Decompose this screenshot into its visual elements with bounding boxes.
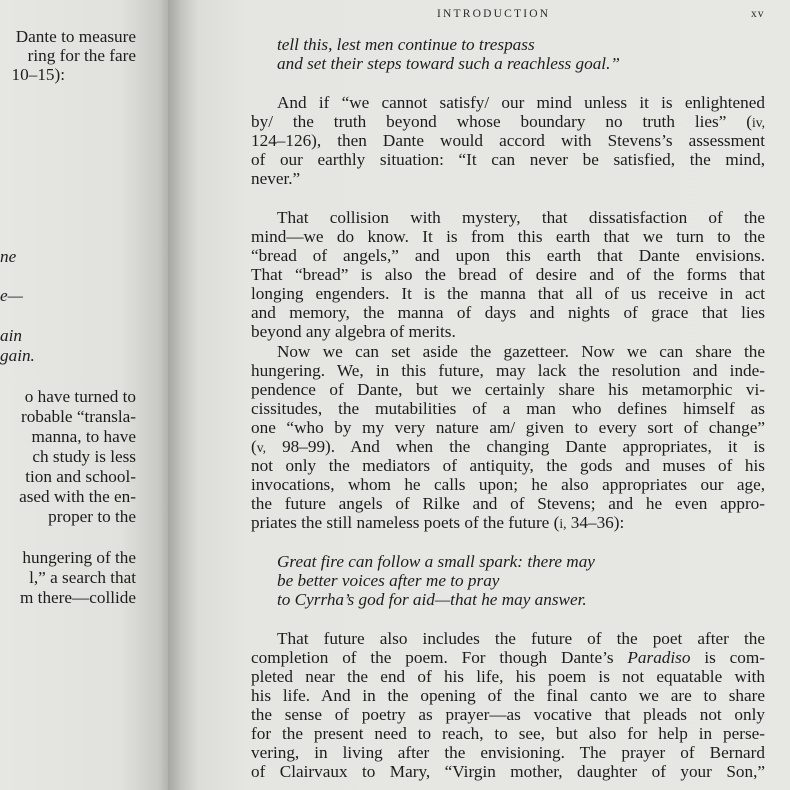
paragraph-line: his life. And in the opening of the final canto we are to share [251,686,765,705]
left-line: ased with the en- [19,487,136,506]
verse-line: and set their steps toward such a reachless goal.” [277,54,620,73]
paragraph-line: That “bread” is also the bread of desire and of the forms that [251,265,765,284]
left-line: hungering of the [22,548,136,567]
paragraph-line: vering, in living after the envisioning. The prayer of Bernard [251,743,765,762]
left-line: o have turned to [24,387,136,406]
paragraph-line: not only the mediators of antiquity, the gods and muses of his [251,456,765,475]
paragraph-line: for the present need to reach, to see, but also for help in perse- [251,724,765,743]
paragraph-line: beyond any algebra of merits. [251,322,456,341]
left-line: ring for the fare [27,46,136,65]
running-header: INTRODUCTION [437,8,551,20]
verse-line: be better voices after me to pray [277,571,500,590]
paragraph-line: priates the still nameless poets of the future (i, 34–36): [251,513,625,532]
paragraph-line: cissitudes, the mutabilities of a man who defines himself as [251,399,765,418]
paragraph-line: the sense of poetry as prayer—as vocative that pleads not only [251,705,765,724]
paragraph-line: (v, 98–99). And when the changing Dante appropriates, it is [251,437,765,456]
left-line: Dante to measure [15,27,136,46]
left-line: m there—collide [20,588,136,607]
paragraph-line: the future angels of Rilke and of Stevens; and he even appro- [251,494,765,513]
title-italic: Paradiso [627,648,691,667]
left-line: 10–15): [11,65,65,84]
left-line: proper to the [48,507,136,526]
left-line: l,” a search that [29,568,136,587]
left-line: robable “transla- [20,407,136,426]
paragraph-line: hungering. We, in this future, may lack the resolution and inde- [251,361,765,380]
paragraph-line: Now we can set aside the gazetteer. Now we can share the [277,342,765,361]
paragraph-line: of our earthly situation: “It can never be satisfied, the mind, [251,150,765,169]
left-line: ain [0,326,22,345]
page-number: xv [751,8,765,20]
verse-line: tell this, lest men continue to trespass [277,35,535,54]
left-line: e— [0,286,23,305]
paragraph-line: mind—we do know. It is from this earth that we turn to the [251,227,765,246]
paragraph-line: completion of the poem. For though Dante’s Paradiso is com- [251,648,765,667]
left-line: gain. [0,346,35,365]
left-line: ne [0,247,17,266]
paragraph-line: by/ the truth beyond whose boundary no truth lies” (iv, [251,112,765,131]
verse-line: to Cyrrha’s god for aid—that he may answer. [277,590,587,609]
left-page [0,0,172,790]
paragraph-line: “bread of angels,” and upon this earth that Dante envisions. [251,246,765,265]
paragraph-line: That collision with mystery, that dissatisfaction of the [277,208,765,227]
paragraph-line: and memory, the manna of days and nights of grace that lies [251,303,765,322]
left-line: manna, to have [31,427,136,446]
paragraph-line: one “who by my very nature am/ given to every sort of change” [251,418,765,437]
paragraph-line: of Clairvaux to Mary, “Virgin mother, daughter of your Son,” [251,762,765,781]
paragraph-line: And if “we cannot satisfy/ our mind unless it is enlightened [277,93,765,112]
paragraph-line: That future also includes the future of the poet after the [277,629,765,648]
left-line: ch study is less [32,447,136,466]
paragraph-line: longing engenders. It is the manna that all of us receive in act [251,284,765,303]
left-line: tion and school- [25,467,136,486]
paragraph-line: pleted near the end of his life, his poem is not equatable with [251,667,765,686]
paragraph-line: pendence of Dante, but we certainly share his metamorphic vi- [251,380,765,399]
paragraph-line: 124–126), then Dante would accord with Stevens’s assessment [251,131,765,150]
verse-line: Great fire can follow a small spark: there may [277,552,595,571]
paragraph-line: never.” [251,169,301,188]
paragraph-line: invocations, whom he calls upon; he also appropriates our age, [251,475,765,494]
